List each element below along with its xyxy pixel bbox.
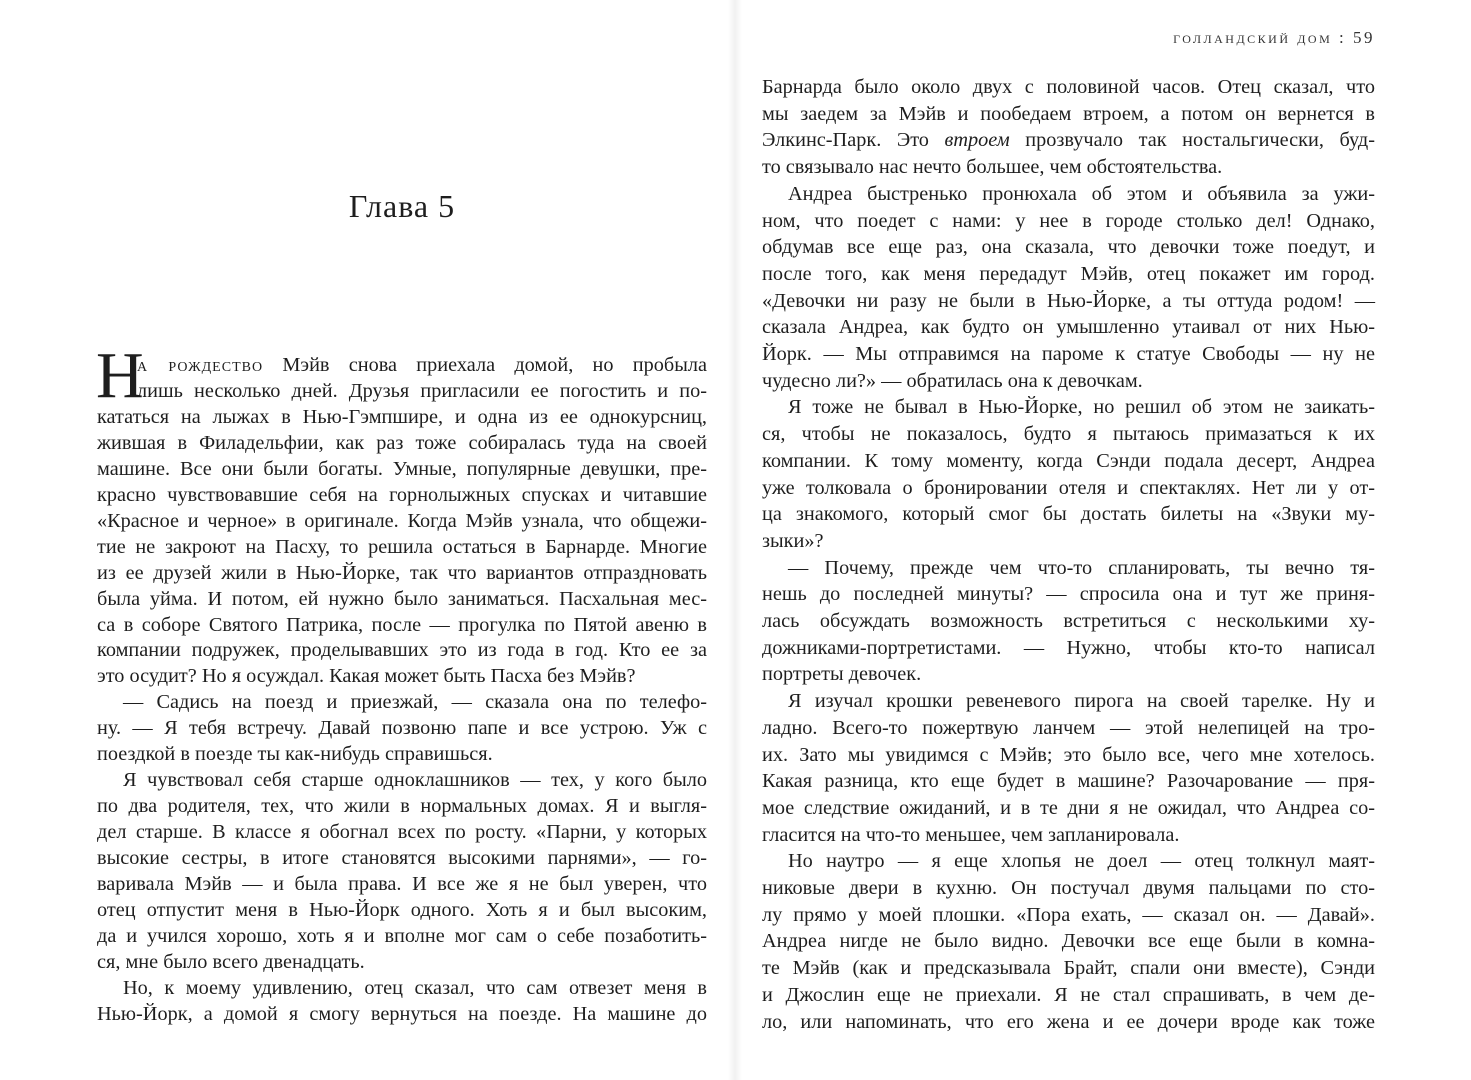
line-text: нешь до последней минуты? — спросила она и тут же приня- — [762, 583, 1375, 606]
line-text: компании. К тому моменту, когда Сэнди подала десерт, Андреа — [762, 449, 1375, 472]
line-text: дел старше. В классе я обогнал всех по росту. «Парни, у которых — [97, 821, 707, 844]
text-line — [788, 688, 1375, 714]
text-line — [762, 314, 1375, 340]
text-line — [762, 822, 1375, 848]
line-text: поездкой в поезде ты как-нибудь справишься. — [97, 743, 493, 766]
text-line — [762, 421, 1375, 447]
text-line — [762, 742, 1375, 768]
line-text: то связывало нас нечто большее, чем обстоятельства. — [762, 156, 1223, 179]
line-text: мое следствие ожиданий, и в те дни я не ожидал, что Андреа со- — [762, 796, 1375, 819]
line-text: Я тоже не бывал в Нью-Йорке, но решил об этом не заикать- — [788, 396, 1375, 419]
line-text: «Девочки ни разу не были в Нью-Йорке, а ты оттуда родом! — — [762, 289, 1375, 312]
line-text: Я чувствовал себя старше одноклашников — тех, у кого было — [123, 769, 707, 792]
text-line — [137, 378, 707, 404]
line-text: Мэйв снова приехала домой, но пробыла — [263, 354, 707, 376]
text-line — [762, 288, 1375, 314]
text-line — [762, 902, 1375, 928]
text-line — [123, 767, 707, 793]
text-line — [762, 581, 1375, 607]
line-text: гласится на что-то меньшее, чем запланировала. — [762, 823, 1180, 846]
text-line — [762, 635, 1375, 661]
line-text: Андреа нигде не было видно. Девочки все еще были в комна- — [762, 930, 1375, 953]
line-text: варивала Мэйв — и была права. И все же я не был уверен, что — [97, 873, 707, 895]
text-line — [97, 456, 707, 482]
text-line — [97, 871, 707, 897]
text-line — [762, 154, 1375, 180]
line-text: высокие сестры, в итоге становятся высокими парнями», — го- — [97, 847, 707, 870]
line-text: их. Зато мы увидимся с Мэйв; это было все, чего мне хотелось. — [762, 743, 1375, 766]
line-text: из ее друзей жили в Нью-Йорке, так что вариантов отпраздновать — [97, 561, 707, 584]
line-text: по два родителя, тех, что жили в нормальных домах. Я и выгля- — [97, 795, 707, 818]
text-line — [788, 181, 1375, 207]
text-line — [97, 637, 707, 663]
line-text: Элкинс-Парк. Это — [762, 129, 945, 152]
line-text: лу прямо у моей плошки. «Пора ехать, — сказал он. — Давай». — [762, 903, 1375, 926]
line-text: жившая в Филадельфии, как раз тоже собиралась туда на своей — [97, 431, 707, 454]
text-line — [97, 404, 707, 430]
text-line — [97, 430, 707, 456]
italic-text: втроем — [944, 129, 1010, 152]
text-line — [762, 234, 1375, 260]
text-line — [97, 923, 707, 949]
text-line — [97, 663, 707, 689]
line-text: тие не закроют на Пасху, то решила остаться в Барнарде. Многие — [97, 535, 707, 558]
text-line — [762, 875, 1375, 901]
line-text: прозвучало так ностальгически, буд- — [1009, 129, 1375, 152]
line-text: да и учился хорошо, хоть я и вполне мог сам о себе позаботить- — [97, 924, 707, 947]
line-text: Но наутро — я еще хлопья не доел — отец толкнул маят- — [788, 850, 1375, 873]
text-line — [762, 928, 1375, 954]
text-line — [97, 949, 707, 975]
running-header — [1173, 28, 1375, 48]
line-text: ладно. Всего-то пожертвую ланчем — этой нелепицей на тро- — [762, 716, 1375, 739]
text-line — [97, 793, 707, 819]
line-text: зыки»? — [762, 529, 824, 552]
text-line — [762, 528, 1375, 554]
running-title: голландский дом — [1173, 28, 1333, 47]
text-line — [788, 848, 1375, 874]
text-line — [762, 475, 1375, 501]
text-line — [97, 534, 707, 560]
line-text: ном, что поедет с нами: у нее в городе столько дел! Однако, — [762, 209, 1375, 232]
text-line — [762, 608, 1375, 634]
chapter-title: Глава 5 — [348, 188, 456, 224]
line-text: уже толковала о бронировании отеля и спектаклях. Нет ли у от- — [762, 476, 1375, 499]
text-line — [97, 612, 707, 638]
line-text: красно чувствовавшие себя на горнолыжных спусках и читавшие — [97, 483, 707, 506]
line-text: лишь несколько дней. Друзья пригласили ее погостить и по- — [137, 379, 707, 402]
line-text: — Почему, прежде чем что-то спланировать, ты вечно тя- — [788, 556, 1375, 579]
line-text: компании подружек, проделывавших это из года в год. Кто ее за — [97, 639, 707, 662]
line-text: машине. Все они были богаты. Умные, популярные девушки, пре- — [97, 457, 707, 480]
line-text: чудесно ли?» — обратилась она к девочкам. — [762, 369, 1143, 392]
text-line — [762, 982, 1375, 1008]
line-text: ну. — Я тебя встречу. Давай позвоню папе и все устрою. Уж с — [97, 717, 707, 740]
line-text: Какая разница, кто еще будет в машине? Разочарование — пря- — [762, 770, 1375, 793]
text-line — [788, 394, 1375, 420]
text-line — [762, 1009, 1375, 1035]
header-separator: : — [1339, 28, 1347, 47]
text-line — [762, 127, 1375, 153]
line-text: сказала Андреа, как будто он умышленно утаивал от них Нью- — [762, 316, 1375, 339]
text-line — [97, 508, 707, 534]
line-text: Йорк. — Мы отправимся на пароме к статуе Свободы — ну не — [762, 343, 1375, 365]
text-line — [762, 101, 1375, 127]
line-text: кататься на лыжах в Нью-Гэмпшире, и одна из ее однокурсниц, — [97, 405, 707, 428]
line-text: и Джослин еще не приехали. Я не стал спрашивать, в чем де- — [762, 983, 1375, 1006]
line-text: обдумав все еще раз, она сказала, что девочки тоже поедут, и — [762, 236, 1375, 259]
line-text: после того, как меня передадут Мэйв, отец покажет им город. — [762, 262, 1375, 285]
line-text: — Садись на поезд и приезжай, — сказала она по телефо- — [123, 691, 707, 714]
text-line — [762, 661, 1375, 687]
line-text: те Мэйв (как и предсказывала Брайт, спали они вместе), Сэнди — [762, 957, 1375, 980]
line-text: портреты девочек. — [762, 663, 922, 686]
text-line — [762, 208, 1375, 234]
line-text: Андреа быстренько пронюхала об этом и объявила за ужи- — [788, 182, 1375, 205]
text-line — [762, 501, 1375, 527]
line-text: Нью-Йорк, а домой я смогу вернуться на поезде. На машине до — [97, 1002, 707, 1025]
text-line — [762, 341, 1375, 367]
line-text: Но, к моему удивлению, отец сказал, что сам отвезет меня в — [123, 976, 707, 999]
text-line — [97, 715, 707, 741]
text-line — [97, 819, 707, 845]
text-line — [97, 845, 707, 871]
line-text: ло, или напоминать, что его жена и ее дочери вроде как тоже — [762, 1010, 1375, 1033]
line-text: дожниками-портретистами. — Нужно, чтобы кто-то написал — [762, 636, 1375, 659]
line-text: са в соборе Святого Патрика, после — прогулка по Пятой авеню в — [97, 613, 707, 636]
text-line — [97, 482, 707, 508]
text-line — [762, 795, 1375, 821]
text-line — [762, 261, 1375, 287]
line-text: мы заедем за Мэйв и пообедаем втроем, а потом он вернется в — [762, 102, 1375, 125]
text-line — [97, 1001, 707, 1027]
line-text: Я изучал крошки ревеневого пирога на своей тарелке. Ну и — [788, 690, 1375, 713]
text-line — [97, 897, 707, 923]
text-line — [97, 741, 707, 767]
line-text: ца знакомого, который смог бы достать билеты на «Звуки му- — [762, 503, 1375, 526]
line-text: ся, чтобы не показалось, будто я пытаюсь примазаться к их — [762, 423, 1375, 446]
text-line — [762, 368, 1375, 394]
text-line — [97, 586, 707, 612]
page-number: 59 — [1353, 28, 1375, 47]
text-line — [137, 352, 707, 378]
line-text: была уйма. И потом, ей нужно было заниматься. Пасхальная мес- — [97, 587, 707, 610]
text-line — [123, 975, 707, 1001]
line-text: никовые двери в кухню. Он постучал двумя пальцами по сто- — [762, 877, 1375, 899]
text-line — [97, 560, 707, 586]
small-caps-text: а рождество — [137, 354, 264, 376]
book-gutter — [728, 0, 742, 1080]
text-line — [762, 768, 1375, 794]
text-line — [762, 74, 1375, 100]
text-line — [762, 955, 1375, 981]
line-text: это осудит? Но я осуждал. Какая может быть Пасха без Мэйв? — [97, 665, 636, 688]
drop-cap: Н — [96, 339, 144, 412]
text-line — [123, 689, 707, 715]
line-text: ся, мне было всего двенадцать. — [97, 950, 365, 973]
text-line — [762, 448, 1375, 474]
line-text: отец отпустит меня в Нью-Йорк одного. Хоть я и был высоким, — [97, 898, 707, 921]
line-text: лась обсуждать возможность встретиться с несколькими ху- — [762, 610, 1375, 632]
text-line — [762, 715, 1375, 741]
line-text: «Красное и черное» в оригинале. Когда Мэйв узнала, что общежи- — [97, 509, 707, 532]
text-line — [788, 555, 1375, 581]
line-text: Барнарда было около двух с половиной часов. Отец сказал, что — [762, 76, 1375, 98]
